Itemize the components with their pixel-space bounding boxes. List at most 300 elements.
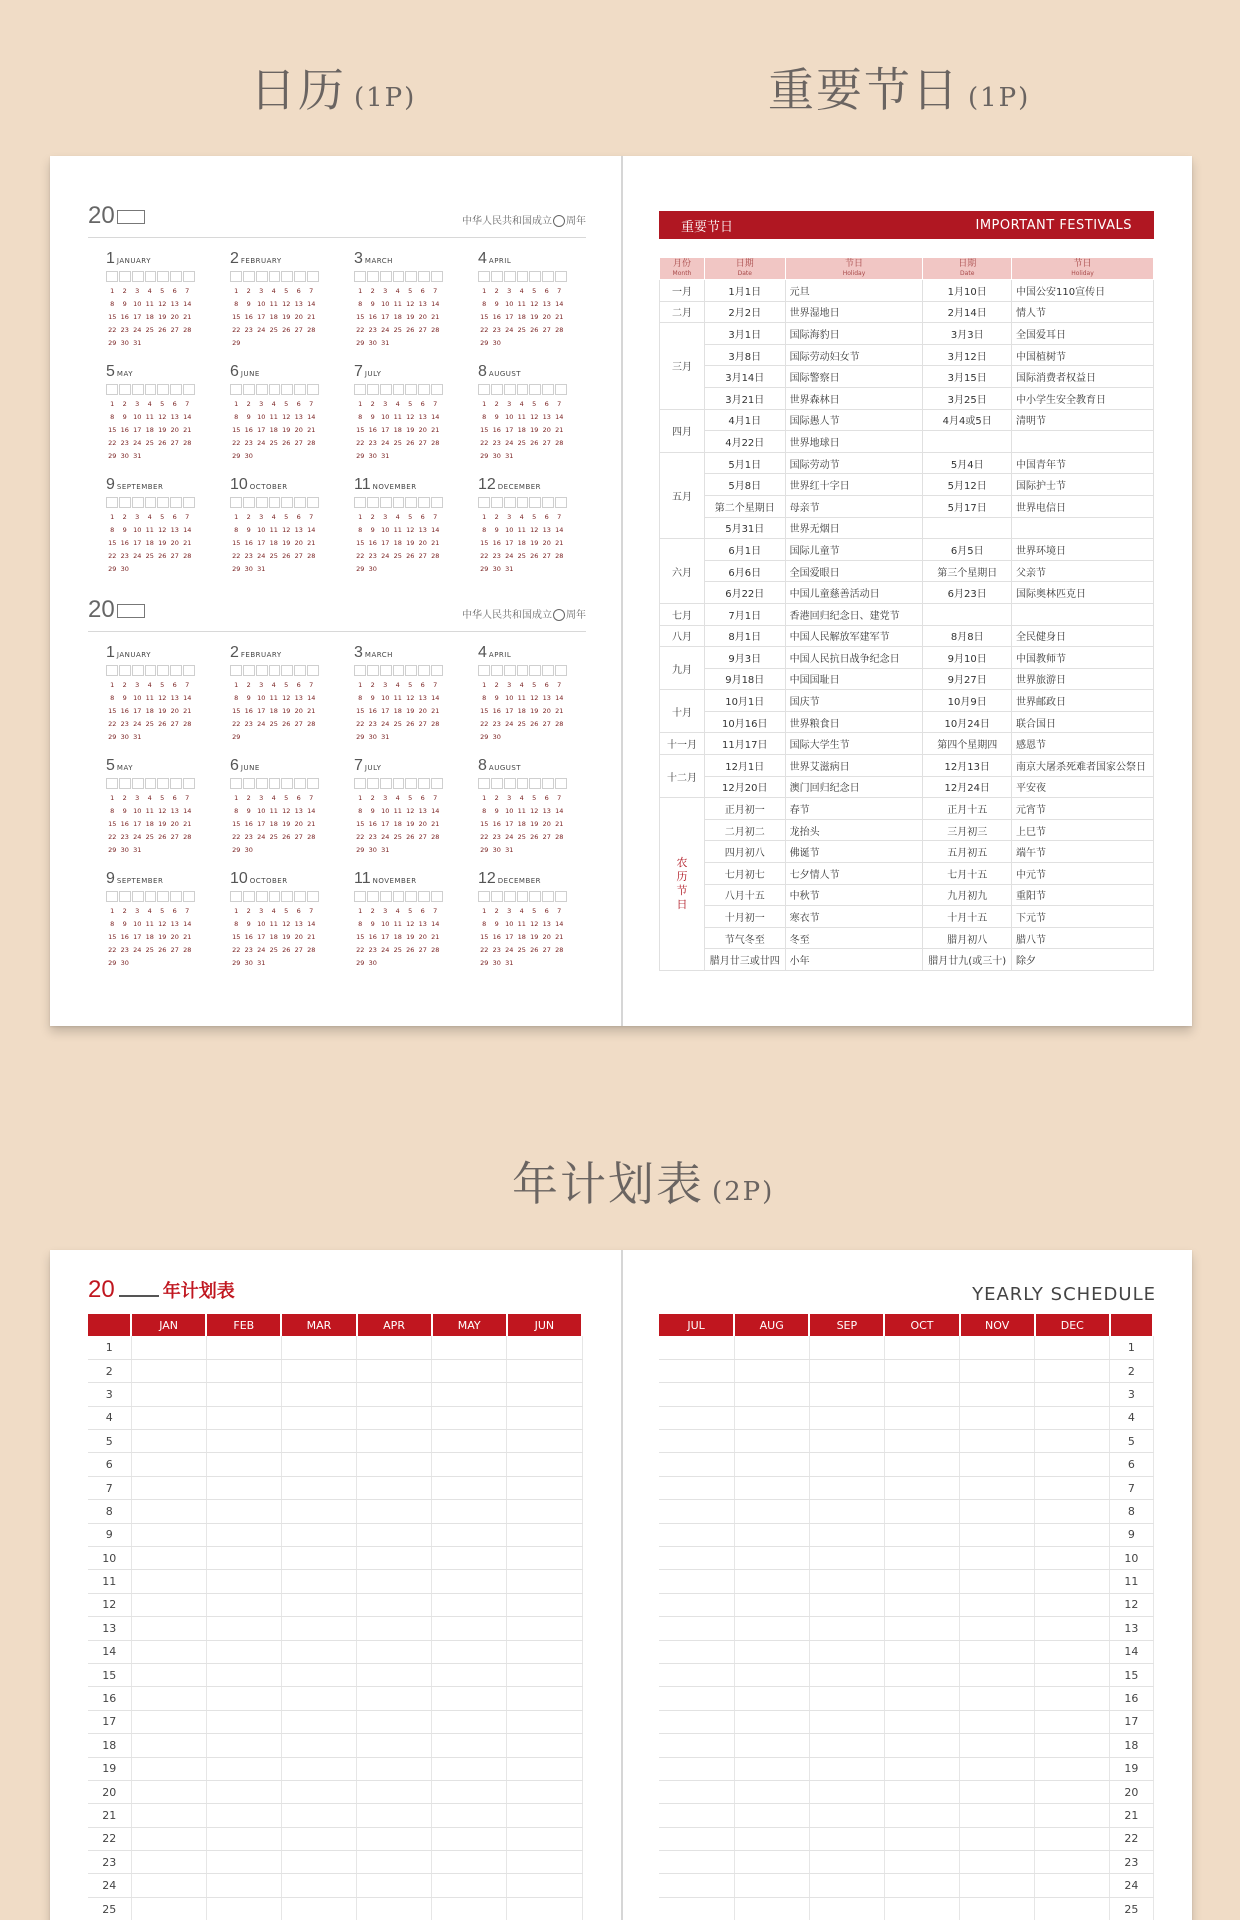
schedule-cell[interactable]	[734, 1476, 809, 1499]
schedule-cell[interactable]	[734, 1430, 809, 1453]
schedule-cell[interactable]	[432, 1617, 507, 1640]
schedule-cell[interactable]	[357, 1663, 432, 1686]
schedule-cell[interactable]	[809, 1570, 884, 1593]
schedule-cell[interactable]	[131, 1851, 206, 1874]
schedule-cell[interactable]	[131, 1336, 206, 1359]
schedule-cell[interactable]	[734, 1453, 809, 1476]
schedule-cell[interactable]	[809, 1734, 884, 1757]
schedule-cell[interactable]	[884, 1734, 959, 1757]
schedule-cell[interactable]	[507, 1523, 582, 1546]
schedule-cell[interactable]	[659, 1780, 734, 1803]
schedule-cell[interactable]	[659, 1851, 734, 1874]
schedule-cell[interactable]	[659, 1734, 734, 1757]
schedule-cell[interactable]	[131, 1430, 206, 1453]
schedule-cell[interactable]	[960, 1547, 1035, 1570]
schedule-cell[interactable]	[809, 1406, 884, 1429]
schedule-cell[interactable]	[1035, 1430, 1110, 1453]
schedule-cell[interactable]	[884, 1897, 959, 1920]
schedule-cell[interactable]	[960, 1663, 1035, 1686]
schedule-cell[interactable]	[206, 1687, 281, 1710]
schedule-cell[interactable]	[884, 1500, 959, 1523]
schedule-cell[interactable]	[206, 1547, 281, 1570]
schedule-cell[interactable]	[131, 1523, 206, 1546]
schedule-cell[interactable]	[281, 1383, 356, 1406]
schedule-cell[interactable]	[357, 1336, 432, 1359]
schedule-cell[interactable]	[507, 1547, 582, 1570]
schedule-cell[interactable]	[884, 1453, 959, 1476]
schedule-cell[interactable]	[432, 1523, 507, 1546]
schedule-cell[interactable]	[809, 1851, 884, 1874]
schedule-cell[interactable]	[507, 1359, 582, 1382]
schedule-cell[interactable]	[507, 1453, 582, 1476]
schedule-cell[interactable]	[281, 1500, 356, 1523]
schedule-cell[interactable]	[1035, 1406, 1110, 1429]
schedule-cell[interactable]	[809, 1336, 884, 1359]
schedule-cell[interactable]	[960, 1640, 1035, 1663]
schedule-cell[interactable]	[960, 1359, 1035, 1382]
schedule-cell[interactable]	[884, 1687, 959, 1710]
schedule-cell[interactable]	[281, 1570, 356, 1593]
schedule-cell[interactable]	[432, 1430, 507, 1453]
schedule-cell[interactable]	[960, 1617, 1035, 1640]
schedule-cell[interactable]	[659, 1453, 734, 1476]
schedule-cell[interactable]	[960, 1780, 1035, 1803]
schedule-cell[interactable]	[432, 1827, 507, 1850]
schedule-cell[interactable]	[884, 1827, 959, 1850]
schedule-cell[interactable]	[281, 1640, 356, 1663]
schedule-cell[interactable]	[507, 1663, 582, 1686]
schedule-cell[interactable]	[809, 1780, 884, 1803]
schedule-cell[interactable]	[357, 1827, 432, 1850]
schedule-cell[interactable]	[357, 1500, 432, 1523]
schedule-cell[interactable]	[281, 1780, 356, 1803]
schedule-cell[interactable]	[432, 1383, 507, 1406]
schedule-cell[interactable]	[432, 1757, 507, 1780]
schedule-cell[interactable]	[507, 1430, 582, 1453]
schedule-cell[interactable]	[432, 1874, 507, 1897]
schedule-cell[interactable]	[131, 1734, 206, 1757]
schedule-cell[interactable]	[1035, 1663, 1110, 1686]
schedule-cell[interactable]	[131, 1687, 206, 1710]
schedule-cell[interactable]	[432, 1570, 507, 1593]
schedule-cell[interactable]	[281, 1359, 356, 1382]
schedule-cell[interactable]	[884, 1663, 959, 1686]
schedule-cell[interactable]	[357, 1874, 432, 1897]
schedule-cell[interactable]	[734, 1827, 809, 1850]
schedule-cell[interactable]	[281, 1406, 356, 1429]
schedule-cell[interactable]	[281, 1453, 356, 1476]
schedule-cell[interactable]	[1035, 1897, 1110, 1920]
schedule-cell[interactable]	[884, 1547, 959, 1570]
schedule-cell[interactable]	[206, 1734, 281, 1757]
schedule-cell[interactable]	[884, 1874, 959, 1897]
schedule-cell[interactable]	[734, 1593, 809, 1616]
schedule-cell[interactable]	[507, 1851, 582, 1874]
schedule-cell[interactable]	[131, 1547, 206, 1570]
schedule-cell[interactable]	[734, 1874, 809, 1897]
schedule-cell[interactable]	[432, 1476, 507, 1499]
schedule-cell[interactable]	[507, 1734, 582, 1757]
schedule-cell[interactable]	[206, 1523, 281, 1546]
schedule-cell[interactable]	[131, 1406, 206, 1429]
schedule-cell[interactable]	[884, 1570, 959, 1593]
schedule-cell[interactable]	[357, 1476, 432, 1499]
schedule-cell[interactable]	[659, 1640, 734, 1663]
schedule-cell[interactable]	[432, 1687, 507, 1710]
schedule-cell[interactable]	[884, 1617, 959, 1640]
schedule-cell[interactable]	[884, 1430, 959, 1453]
schedule-cell[interactable]	[131, 1617, 206, 1640]
schedule-cell[interactable]	[206, 1406, 281, 1429]
schedule-cell[interactable]	[432, 1640, 507, 1663]
schedule-cell[interactable]	[432, 1547, 507, 1570]
schedule-cell[interactable]	[281, 1874, 356, 1897]
schedule-cell[interactable]	[1035, 1780, 1110, 1803]
schedule-cell[interactable]	[131, 1383, 206, 1406]
schedule-cell[interactable]	[507, 1336, 582, 1359]
schedule-cell[interactable]	[281, 1336, 356, 1359]
schedule-cell[interactable]	[507, 1780, 582, 1803]
schedule-cell[interactable]	[206, 1663, 281, 1686]
schedule-cell[interactable]	[659, 1359, 734, 1382]
schedule-cell[interactable]	[432, 1453, 507, 1476]
schedule-cell[interactable]	[1035, 1336, 1110, 1359]
schedule-cell[interactable]	[206, 1617, 281, 1640]
schedule-cell[interactable]	[960, 1523, 1035, 1546]
schedule-cell[interactable]	[131, 1593, 206, 1616]
schedule-cell[interactable]	[357, 1523, 432, 1546]
schedule-cell[interactable]	[357, 1640, 432, 1663]
schedule-cell[interactable]	[734, 1897, 809, 1920]
schedule-cell[interactable]	[884, 1780, 959, 1803]
schedule-cell[interactable]	[507, 1593, 582, 1616]
schedule-cell[interactable]	[131, 1500, 206, 1523]
schedule-cell[interactable]	[131, 1476, 206, 1499]
schedule-cell[interactable]	[507, 1640, 582, 1663]
schedule-cell[interactable]	[960, 1336, 1035, 1359]
schedule-cell[interactable]	[809, 1523, 884, 1546]
schedule-cell[interactable]	[659, 1500, 734, 1523]
schedule-cell[interactable]	[659, 1476, 734, 1499]
schedule-cell[interactable]	[734, 1406, 809, 1429]
schedule-cell[interactable]	[131, 1640, 206, 1663]
schedule-cell[interactable]	[507, 1500, 582, 1523]
year-blank-box[interactable]	[117, 210, 145, 224]
schedule-cell[interactable]	[809, 1874, 884, 1897]
schedule-cell[interactable]	[659, 1663, 734, 1686]
schedule-cell[interactable]	[507, 1687, 582, 1710]
schedule-cell[interactable]	[809, 1476, 884, 1499]
schedule-cell[interactable]	[960, 1757, 1035, 1780]
schedule-cell[interactable]	[809, 1827, 884, 1850]
schedule-cell[interactable]	[659, 1336, 734, 1359]
schedule-cell[interactable]	[809, 1804, 884, 1827]
schedule-cell[interactable]	[960, 1476, 1035, 1499]
schedule-cell[interactable]	[734, 1617, 809, 1640]
schedule-cell[interactable]	[206, 1453, 281, 1476]
schedule-cell[interactable]	[960, 1383, 1035, 1406]
schedule-cell[interactable]	[960, 1500, 1035, 1523]
schedule-cell[interactable]	[659, 1383, 734, 1406]
schedule-cell[interactable]	[659, 1617, 734, 1640]
schedule-cell[interactable]	[432, 1780, 507, 1803]
schedule-cell[interactable]	[1035, 1874, 1110, 1897]
schedule-cell[interactable]	[206, 1804, 281, 1827]
schedule-cell[interactable]	[432, 1500, 507, 1523]
schedule-cell[interactable]	[206, 1383, 281, 1406]
schedule-cell[interactable]	[659, 1547, 734, 1570]
schedule-cell[interactable]	[507, 1570, 582, 1593]
schedule-cell[interactable]	[659, 1570, 734, 1593]
schedule-cell[interactable]	[659, 1827, 734, 1850]
schedule-cell[interactable]	[206, 1874, 281, 1897]
schedule-cell[interactable]	[1035, 1804, 1110, 1827]
schedule-cell[interactable]	[206, 1570, 281, 1593]
schedule-cell[interactable]	[659, 1897, 734, 1920]
schedule-cell[interactable]	[960, 1430, 1035, 1453]
schedule-cell[interactable]	[884, 1710, 959, 1733]
schedule-cell[interactable]	[734, 1687, 809, 1710]
schedule-cell[interactable]	[659, 1710, 734, 1733]
schedule-cell[interactable]	[884, 1851, 959, 1874]
schedule-cell[interactable]	[809, 1593, 884, 1616]
schedule-cell[interactable]	[357, 1359, 432, 1382]
schedule-cell[interactable]	[507, 1406, 582, 1429]
schedule-cell[interactable]	[507, 1757, 582, 1780]
schedule-cell[interactable]	[281, 1804, 356, 1827]
schedule-cell[interactable]	[809, 1640, 884, 1663]
schedule-cell[interactable]	[884, 1359, 959, 1382]
schedule-cell[interactable]	[1035, 1687, 1110, 1710]
schedule-cell[interactable]	[432, 1406, 507, 1429]
schedule-cell[interactable]	[206, 1336, 281, 1359]
schedule-cell[interactable]	[809, 1710, 884, 1733]
schedule-cell[interactable]	[809, 1500, 884, 1523]
anniversary-blank-circle[interactable]	[553, 609, 565, 621]
schedule-cell[interactable]	[432, 1663, 507, 1686]
schedule-cell[interactable]	[809, 1547, 884, 1570]
schedule-cell[interactable]	[281, 1663, 356, 1686]
schedule-cell[interactable]	[884, 1406, 959, 1429]
schedule-cell[interactable]	[281, 1547, 356, 1570]
schedule-cell[interactable]	[131, 1710, 206, 1733]
schedule-cell[interactable]	[281, 1687, 356, 1710]
schedule-cell[interactable]	[884, 1757, 959, 1780]
schedule-cell[interactable]	[507, 1476, 582, 1499]
schedule-cell[interactable]	[734, 1359, 809, 1382]
schedule-cell[interactable]	[206, 1430, 281, 1453]
schedule-cell[interactable]	[432, 1359, 507, 1382]
schedule-cell[interactable]	[507, 1383, 582, 1406]
schedule-cell[interactable]	[734, 1523, 809, 1546]
schedule-cell[interactable]	[1035, 1851, 1110, 1874]
schedule-cell[interactable]	[206, 1780, 281, 1803]
schedule-cell[interactable]	[659, 1687, 734, 1710]
schedule-cell[interactable]	[507, 1804, 582, 1827]
schedule-cell[interactable]	[432, 1734, 507, 1757]
schedule-cell[interactable]	[357, 1897, 432, 1920]
schedule-cell[interactable]	[884, 1640, 959, 1663]
schedule-cell[interactable]	[131, 1874, 206, 1897]
schedule-cell[interactable]	[809, 1663, 884, 1686]
schedule-cell[interactable]	[281, 1593, 356, 1616]
schedule-cell[interactable]	[734, 1851, 809, 1874]
schedule-cell[interactable]	[734, 1500, 809, 1523]
schedule-cell[interactable]	[809, 1687, 884, 1710]
schedule-cell[interactable]	[1035, 1453, 1110, 1476]
schedule-cell[interactable]	[960, 1593, 1035, 1616]
schedule-cell[interactable]	[884, 1523, 959, 1546]
schedule-cell[interactable]	[960, 1827, 1035, 1850]
schedule-cell[interactable]	[357, 1804, 432, 1827]
schedule-cell[interactable]	[357, 1757, 432, 1780]
schedule-cell[interactable]	[432, 1710, 507, 1733]
schedule-cell[interactable]	[281, 1523, 356, 1546]
schedule-cell[interactable]	[659, 1874, 734, 1897]
schedule-cell[interactable]	[131, 1827, 206, 1850]
schedule-cell[interactable]	[357, 1547, 432, 1570]
schedule-cell[interactable]	[884, 1383, 959, 1406]
schedule-cell[interactable]	[131, 1897, 206, 1920]
schedule-cell[interactable]	[432, 1897, 507, 1920]
schedule-cell[interactable]	[960, 1570, 1035, 1593]
schedule-cell[interactable]	[809, 1383, 884, 1406]
schedule-cell[interactable]	[432, 1593, 507, 1616]
schedule-cell[interactable]	[659, 1523, 734, 1546]
schedule-cell[interactable]	[1035, 1383, 1110, 1406]
schedule-cell[interactable]	[1035, 1523, 1110, 1546]
schedule-cell[interactable]	[1035, 1710, 1110, 1733]
schedule-cell[interactable]	[357, 1406, 432, 1429]
schedule-cell[interactable]	[734, 1710, 809, 1733]
schedule-cell[interactable]	[809, 1897, 884, 1920]
schedule-cell[interactable]	[281, 1734, 356, 1757]
schedule-cell[interactable]	[884, 1476, 959, 1499]
schedule-cell[interactable]	[1035, 1547, 1110, 1570]
schedule-cell[interactable]	[1035, 1500, 1110, 1523]
anniversary-blank-circle[interactable]	[553, 215, 565, 227]
schedule-cell[interactable]	[809, 1757, 884, 1780]
schedule-cell[interactable]	[432, 1804, 507, 1827]
schedule-cell[interactable]	[1035, 1757, 1110, 1780]
schedule-cell[interactable]	[884, 1804, 959, 1827]
schedule-cell[interactable]	[206, 1476, 281, 1499]
schedule-cell[interactable]	[809, 1359, 884, 1382]
schedule-cell[interactable]	[884, 1593, 959, 1616]
schedule-cell[interactable]	[659, 1406, 734, 1429]
schedule-cell[interactable]	[734, 1640, 809, 1663]
schedule-cell[interactable]	[281, 1476, 356, 1499]
schedule-cell[interactable]	[1035, 1570, 1110, 1593]
schedule-cell[interactable]	[357, 1617, 432, 1640]
schedule-cell[interactable]	[206, 1593, 281, 1616]
schedule-cell[interactable]	[507, 1617, 582, 1640]
schedule-cell[interactable]	[131, 1453, 206, 1476]
schedule-cell[interactable]	[131, 1359, 206, 1382]
schedule-cell[interactable]	[357, 1383, 432, 1406]
schedule-cell[interactable]	[960, 1874, 1035, 1897]
schedule-cell[interactable]	[734, 1663, 809, 1686]
schedule-cell[interactable]	[131, 1570, 206, 1593]
schedule-cell[interactable]	[357, 1430, 432, 1453]
schedule-cell[interactable]	[206, 1897, 281, 1920]
schedule-cell[interactable]	[357, 1780, 432, 1803]
schedule-cell[interactable]	[131, 1804, 206, 1827]
schedule-cell[interactable]	[734, 1570, 809, 1593]
schedule-cell[interactable]	[357, 1593, 432, 1616]
schedule-cell[interactable]	[281, 1430, 356, 1453]
schedule-cell[interactable]	[659, 1804, 734, 1827]
schedule-cell[interactable]	[1035, 1734, 1110, 1757]
schedule-cell[interactable]	[960, 1453, 1035, 1476]
schedule-cell[interactable]	[281, 1827, 356, 1850]
schedule-cell[interactable]	[734, 1734, 809, 1757]
schedule-cell[interactable]	[206, 1359, 281, 1382]
schedule-cell[interactable]	[206, 1710, 281, 1733]
schedule-cell[interactable]	[357, 1453, 432, 1476]
schedule-cell[interactable]	[734, 1383, 809, 1406]
schedule-cell[interactable]	[357, 1710, 432, 1733]
schedule-cell[interactable]	[960, 1406, 1035, 1429]
schedule-cell[interactable]	[659, 1430, 734, 1453]
schedule-cell[interactable]	[1035, 1476, 1110, 1499]
schedule-cell[interactable]	[281, 1757, 356, 1780]
schedule-cell[interactable]	[960, 1897, 1035, 1920]
schedule-cell[interactable]	[206, 1827, 281, 1850]
schedule-cell[interactable]	[507, 1827, 582, 1850]
schedule-cell[interactable]	[734, 1804, 809, 1827]
schedule-cell[interactable]	[281, 1897, 356, 1920]
schedule-cell[interactable]	[131, 1780, 206, 1803]
schedule-cell[interactable]	[659, 1593, 734, 1616]
schedule-cell[interactable]	[1035, 1640, 1110, 1663]
schedule-cell[interactable]	[507, 1874, 582, 1897]
schedule-cell[interactable]	[206, 1500, 281, 1523]
schedule-cell[interactable]	[281, 1851, 356, 1874]
schedule-cell[interactable]	[357, 1851, 432, 1874]
schedule-cell[interactable]	[357, 1687, 432, 1710]
schedule-cell[interactable]	[960, 1734, 1035, 1757]
schedule-cell[interactable]	[131, 1663, 206, 1686]
schedule-cell[interactable]	[357, 1734, 432, 1757]
schedule-cell[interactable]	[281, 1617, 356, 1640]
schedule-cell[interactable]	[206, 1757, 281, 1780]
schedule-cell[interactable]	[206, 1851, 281, 1874]
schedule-cell[interactable]	[734, 1757, 809, 1780]
schedule-cell[interactable]	[131, 1757, 206, 1780]
schedule-cell[interactable]	[960, 1710, 1035, 1733]
schedule-cell[interactable]	[659, 1757, 734, 1780]
schedule-cell[interactable]	[809, 1453, 884, 1476]
schedule-cell[interactable]	[960, 1687, 1035, 1710]
schedule-cell[interactable]	[357, 1570, 432, 1593]
schedule-cell[interactable]	[281, 1710, 356, 1733]
schedule-cell[interactable]	[432, 1851, 507, 1874]
schedule-cell[interactable]	[734, 1336, 809, 1359]
schedule-cell[interactable]	[507, 1897, 582, 1920]
schedule-cell[interactable]	[206, 1640, 281, 1663]
schedule-cell[interactable]	[432, 1336, 507, 1359]
schedule-cell[interactable]	[884, 1336, 959, 1359]
schedule-cell[interactable]	[809, 1617, 884, 1640]
year-blank-box[interactable]	[117, 604, 145, 618]
schedule-cell[interactable]	[960, 1851, 1035, 1874]
schedule-cell[interactable]	[734, 1780, 809, 1803]
schedule-cell[interactable]	[809, 1430, 884, 1453]
schedule-cell[interactable]	[1035, 1827, 1110, 1850]
schedule-cell[interactable]	[734, 1547, 809, 1570]
schedule-cell[interactable]	[507, 1710, 582, 1733]
